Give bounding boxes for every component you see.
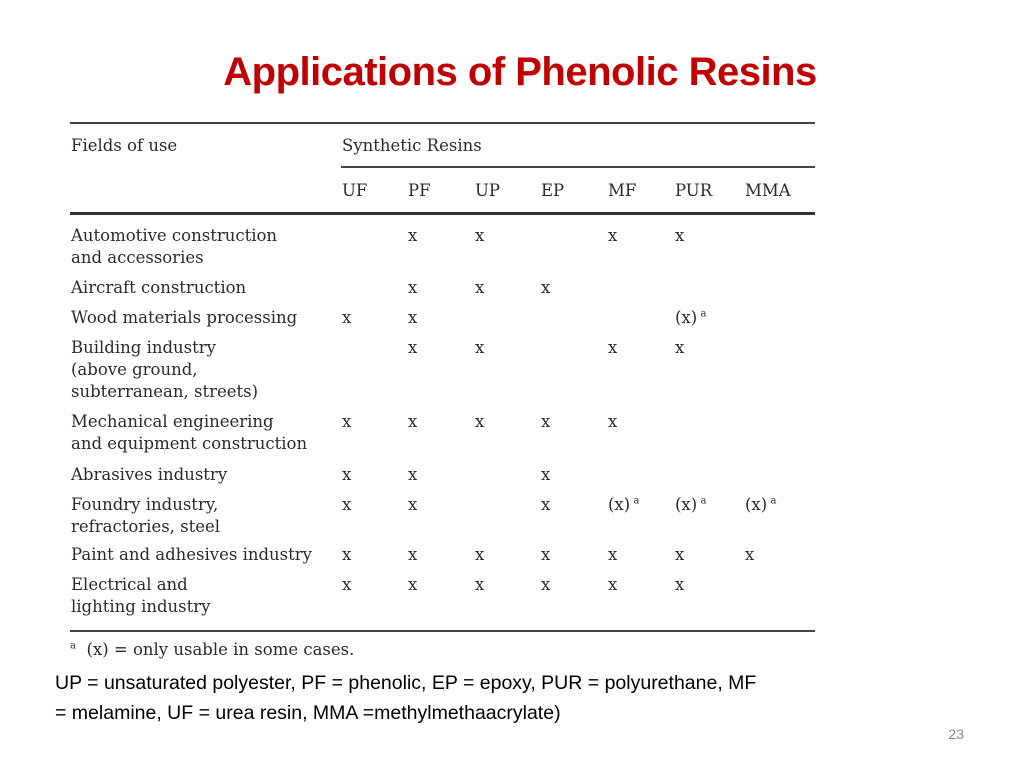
cell-mark: (x) [608, 495, 631, 514]
row-label: (above ground, [71, 360, 198, 379]
cell-mark: x [675, 575, 685, 594]
row-label: Aircraft construction [71, 278, 247, 297]
row-label: Electrical and [71, 575, 188, 594]
cell-mark: x [541, 412, 551, 431]
cell-mark: x [675, 338, 685, 357]
column-header-pur: PUR [675, 181, 713, 200]
table-top-rule [70, 122, 815, 124]
table-cell [608, 574, 617, 596]
cell-mark: x [475, 412, 485, 431]
column-header-uf: UF [342, 181, 368, 200]
column-header-mf: MF [608, 181, 637, 200]
cell-mark: x [675, 545, 685, 564]
cell-mark: x [541, 278, 551, 297]
table-cell [475, 225, 484, 247]
row-label: and accessories [71, 248, 204, 267]
table-cell [408, 337, 417, 359]
table-cell [475, 574, 484, 596]
row-label: Foundry industry, [71, 495, 219, 514]
footnote-marker: a [770, 495, 777, 507]
cell-mark: x [408, 465, 418, 484]
slide-title: Applications of Phenolic Resins [223, 50, 817, 94]
table-cell [342, 307, 351, 329]
cell-mark: x [608, 545, 618, 564]
table-cell [675, 307, 706, 329]
table-cell [342, 464, 351, 486]
table-cell [541, 574, 550, 596]
row-label: Mechanical engineering [71, 412, 274, 431]
column-header-ep: EP [541, 181, 565, 200]
table-cell [541, 277, 550, 299]
column-header-mma: MMA [745, 181, 791, 200]
table-cell [608, 225, 617, 247]
row-label: lighting industry [71, 597, 211, 616]
cell-mark: x [342, 412, 352, 431]
table-cell [408, 574, 417, 596]
cell-mark: x [342, 465, 352, 484]
row-label: Wood materials processing [71, 308, 298, 327]
table-cell [475, 337, 484, 359]
column-header-pf: PF [408, 181, 431, 200]
table-cell [608, 411, 617, 433]
footnote-marker: a [700, 495, 707, 507]
cell-mark: x [541, 465, 551, 484]
table-cell [745, 544, 754, 566]
cell-mark: x [475, 575, 485, 594]
table-cell [342, 574, 351, 596]
table-cell [608, 544, 617, 566]
cell-mark: x [342, 495, 352, 514]
table-cell [608, 337, 617, 359]
table-cell [342, 544, 351, 566]
group-header-rule [341, 166, 815, 168]
cell-mark: x [408, 338, 418, 357]
column-header-up: UP [475, 181, 501, 200]
table-cell [541, 464, 550, 486]
row-label: and equipment construction [71, 434, 308, 453]
table-cell [541, 494, 550, 516]
cell-mark: x [745, 545, 755, 564]
cell-mark: x [475, 226, 485, 245]
cell-mark: x [408, 412, 418, 431]
table-cell [408, 411, 417, 433]
row-label: Paint and adhesives industry [71, 545, 312, 564]
cell-mark: x [475, 278, 485, 297]
table-cell [342, 411, 351, 433]
table-cell [675, 494, 706, 516]
cell-mark: x [475, 338, 485, 357]
table-cell [342, 494, 351, 516]
cell-mark: x [408, 545, 418, 564]
cell-mark: x [342, 575, 352, 594]
cell-mark: (x) [675, 308, 698, 327]
cell-mark: x [608, 575, 618, 594]
page-number: 23 [948, 726, 964, 742]
cell-mark: x [675, 226, 685, 245]
table-cell [475, 277, 484, 299]
cell-mark: x [608, 338, 618, 357]
row-label: Abrasives industry [71, 465, 228, 484]
row-label: refractories, steel [71, 517, 221, 536]
cell-mark: (x) [745, 495, 768, 514]
footnote-marker: a [700, 308, 707, 320]
cell-mark: x [408, 226, 418, 245]
cell-mark: x [541, 575, 551, 594]
table-cell [541, 544, 550, 566]
cell-mark: x [608, 412, 618, 431]
legend-line-1: UP = unsaturated polyester, PF = phenolic, EP = epoxy, PUR = polyurethane, MF [55, 672, 757, 694]
table-cell [408, 225, 417, 247]
cell-mark: (x) [675, 495, 698, 514]
table-cell [675, 544, 684, 566]
table-bottom-rule [70, 630, 815, 632]
table-cell [408, 464, 417, 486]
table-cell [408, 277, 417, 299]
table-cell [745, 494, 776, 516]
cell-mark: x [408, 495, 418, 514]
cell-mark: x [408, 575, 418, 594]
cell-mark: x [342, 545, 352, 564]
footnote-text: (x) = only usable in some cases. [86, 640, 355, 659]
row-label: Automotive construction [71, 226, 278, 245]
footnote-marker: a [70, 640, 76, 652]
table-cell [475, 411, 484, 433]
row-label: subterranean, streets) [71, 382, 259, 401]
abbreviation-legend [55, 668, 895, 728]
table-cell [675, 225, 684, 247]
row-header: Fields of use [71, 136, 178, 155]
cell-mark: x [408, 308, 418, 327]
cell-mark: x [342, 308, 352, 327]
table-cell [675, 574, 684, 596]
cell-mark: x [541, 495, 551, 514]
table-cell [475, 544, 484, 566]
table-cell [675, 337, 684, 359]
header-bottom-rule [70, 212, 815, 215]
table-cell [408, 494, 417, 516]
table-cell [608, 494, 639, 516]
cell-mark: x [408, 278, 418, 297]
table-footnote [70, 640, 354, 659]
group-header: Synthetic Resins [342, 136, 482, 155]
table-cell [408, 307, 417, 329]
row-label: Building industry [71, 338, 216, 357]
table-cell [541, 411, 550, 433]
cell-mark: x [608, 226, 618, 245]
cell-mark: x [541, 545, 551, 564]
cell-mark: x [475, 545, 485, 564]
legend-line-2: = melamine, UF = urea resin, MMA =methylmethaacrylate) [55, 702, 561, 724]
footnote-marker: a [633, 495, 640, 507]
table-cell [408, 544, 417, 566]
